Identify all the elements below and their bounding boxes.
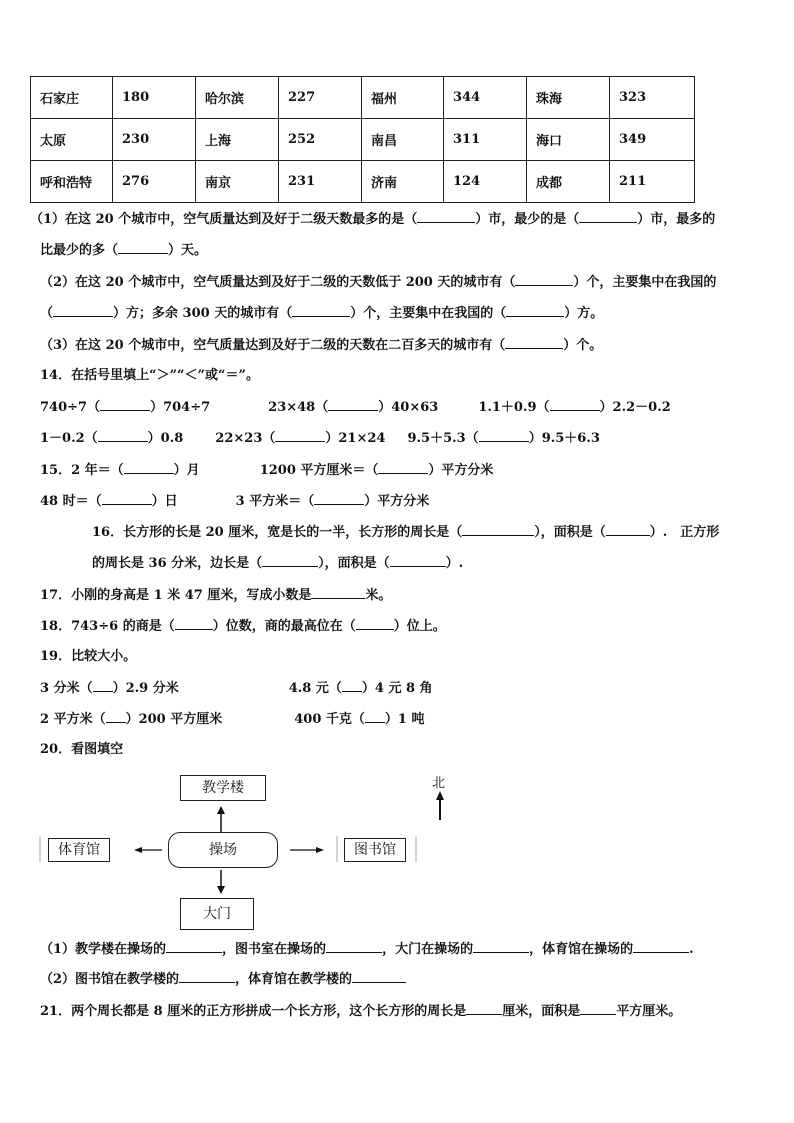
q14-row2: 1－0.2（ ）0.8 22×23（ ）21×24 9.5＋5.3（ ）9.5＋6.3 xyxy=(40,431,600,446)
good-days-cell: 252 xyxy=(279,119,362,161)
city-name-cell: 呼和浩特 xyxy=(31,161,113,203)
answer-blank[interactable] xyxy=(633,940,689,953)
good-days-cell: 231 xyxy=(279,161,362,203)
good-days-cell: 344 xyxy=(444,77,527,119)
box-library: 图书馆 xyxy=(344,838,406,862)
q19-row1: 3 分米（ ）2.9 分米 4.8 元（ ）4 元 8 角 xyxy=(40,681,433,696)
good-days-cell: 323 xyxy=(610,77,695,119)
q13-part2-line1: （2）在这 20 个城市中，空气质量达到及好于二级的天数低于 200 天的城市有（ ）个，主要集中在我国的 xyxy=(40,275,717,290)
good-days-cell: 349 xyxy=(610,119,695,161)
q14-row1: 740÷7（ ）704÷7 23×48（ ）40×63 1.1＋0.9（ ）2.2－0.2 xyxy=(40,400,671,415)
q13-part1-line2: 比最少的多（ ）天。 xyxy=(40,243,208,258)
box-main-gate: 大门 xyxy=(180,898,254,930)
q21: 21．两个周长都是 8 厘米的正方形拼成一个长方形，这个长方形的周长是 厘米，面积是 平方厘米。 xyxy=(40,1004,682,1019)
city-name-cell: 珠海 xyxy=(527,77,610,119)
answer-blank[interactable] xyxy=(179,970,235,983)
good-days-cell: 211 xyxy=(610,161,695,203)
city-name-cell: 济南 xyxy=(362,161,444,203)
good-days-cell: 276 xyxy=(113,161,196,203)
city-name-cell: 南京 xyxy=(196,161,279,203)
q16-line2: 的周长是 36 分米，边长是（ ），面积是（ ）. xyxy=(92,556,464,571)
q20-part1: （1）教学楼在操场的 ，图书室在操场的 ，大门在操场的 ，体育馆在操场的 . xyxy=(40,942,694,957)
q20-title: 20．看图填空 xyxy=(40,742,124,757)
city-name-cell: 石家庄 xyxy=(31,77,113,119)
north-label: 北 xyxy=(432,776,446,791)
arrow-up xyxy=(217,806,225,814)
good-days-cell: 124 xyxy=(444,161,527,203)
box-teaching-building: 教学楼 xyxy=(180,775,266,801)
box-playground: 操场 xyxy=(168,832,278,868)
city-name-cell: 哈尔滨 xyxy=(196,77,279,119)
q14-title: 14．在括号里填上“＞”“＜”或“＝”。 xyxy=(40,368,259,383)
q15-row1: 15．2 年＝（ ）月 1200 平方厘米＝（ ）平方分米 xyxy=(40,463,494,478)
good-days-cell: 227 xyxy=(279,77,362,119)
answer-blank[interactable] xyxy=(473,940,529,953)
answer-blank[interactable] xyxy=(466,1002,502,1015)
good-days-cell: 180 xyxy=(113,77,196,119)
q17: 17．小刚的身高是 1 米 47 厘米，写成小数是 米。 xyxy=(40,588,392,603)
good-days-cell: 311 xyxy=(444,119,527,161)
answer-blank[interactable] xyxy=(352,970,406,983)
q13-part1-line1: （1）在这 20 个城市中，空气质量达到及好于二级天数最多的是（ ）市，最少的是（ ）市，最多的 xyxy=(30,212,716,227)
answer-blank[interactable] xyxy=(166,940,222,953)
box-gym: 体育馆 xyxy=(48,838,110,862)
answer-blank[interactable] xyxy=(326,940,382,953)
q19-row2: 2 平方米（ ）200 平方厘米 400 千克（ ）1 吨 xyxy=(40,712,425,727)
good-days-cell: 230 xyxy=(113,119,196,161)
city-name-cell: 福州 xyxy=(362,77,444,119)
city-name-cell: 成都 xyxy=(527,161,610,203)
arrow-down xyxy=(217,886,225,894)
q18: 18．743÷6 的商是（ ）位数，商的最高位在（ ）位上。 xyxy=(40,619,446,634)
city-name-cell: 南昌 xyxy=(362,119,444,161)
answer-blank[interactable] xyxy=(580,1002,616,1015)
city-name-cell: 海口 xyxy=(527,119,610,161)
arrow-right xyxy=(316,847,324,853)
q13-part3: （3）在这 20 个城市中，空气质量达到及好于二级的天数在二百多天的城市有（ ）个。 xyxy=(40,338,603,353)
arrow-left xyxy=(134,847,142,853)
q15-row2: 48 时＝（ ）日 3 平方米＝（ ）平方分米 xyxy=(40,494,430,509)
q19-title: 19．比较大小。 xyxy=(40,649,137,664)
q16-line1: 16．长方形的长是 20 厘米，宽是长的一半，长方形的周长是（ ），面积是（ ）. 正方形 xyxy=(92,525,720,540)
city-name-cell: 上海 xyxy=(196,119,279,161)
q13-part2-line2: （ ）方；多余 300 天的城市有（ ）个，主要集中在我国的（ ）方。 xyxy=(40,306,604,321)
city-name-cell: 太原 xyxy=(31,119,113,161)
q20-part2: （2）图书馆在教学楼的 ，体育馆在教学楼的 xyxy=(40,970,406,989)
